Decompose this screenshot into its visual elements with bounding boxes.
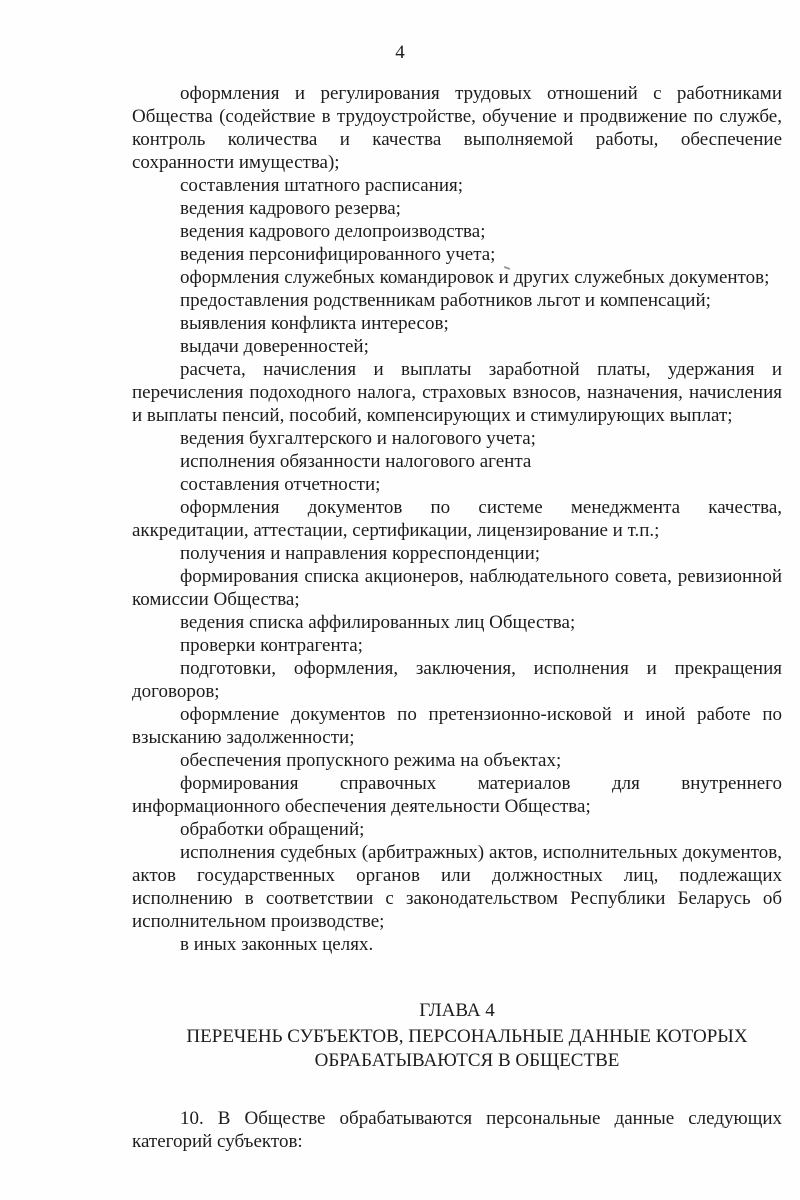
paragraph-correspondence: получения и направления корреспонденции; — [180, 543, 541, 564]
chapter-title-line-1: ПЕРЕЧЕНЬ СУБЪЕКТОВ, ПЕРСОНАЛЬНЫЕ ДАННЫЕ КОТОРЫХ — [186, 1026, 748, 1047]
paragraph-reference-materials: формирования справочных материалов для внутреннего информационного обеспечения деятельности Общества; — [132, 773, 782, 817]
paragraph-affiliated-persons: ведения списка аффилированных лиц Общества; — [180, 612, 576, 633]
chapter-number: ГЛАВА 4 — [419, 1000, 495, 1021]
chapter-title-line-2: ОБРАБАТЫВАЮТСЯ В ОБЩЕСТВЕ — [314, 1050, 620, 1071]
chapter-heading — [132, 999, 782, 1073]
paragraph-quality-management: оформления документов по системе менеджмента качества, аккредитации, аттестации, сертификации, лицензирование и т.п.; — [132, 497, 782, 541]
body-text — [132, 82, 782, 1153]
paragraph-counterparty-check: проверки контрагента; — [180, 635, 363, 656]
paragraph-contracts: подготовки, оформления, заключения, исполнения и прекращения договоров; — [132, 658, 782, 702]
paragraph-accounting: ведения бухгалтерского и налогового учета; — [180, 428, 536, 449]
paragraph-conflict-of-interest: выявления конфликта интересов; — [180, 313, 449, 334]
paragraph-tax-agent: исполнения обязанности налогового агента — [180, 451, 532, 472]
paragraph-personnel-reserve: ведения кадрового резерва; — [180, 198, 401, 219]
paragraph-claims: оформление документов по претензионно-исковой и иной работе по взысканию задолженности; — [132, 704, 782, 748]
paragraph-access-control: обеспечения пропускного режима на объектах; — [180, 750, 562, 771]
paragraph-benefits-to-relatives: предоставления родственникам работников льгот и компенсаций; — [180, 290, 711, 311]
paragraph-powers-of-attorney: выдачи доверенностей; — [180, 336, 369, 357]
paragraph-court-acts: исполнения судебных (арбитражных) актов, исполнительных документов, актов государственных органов или должностных лиц, подлежащих исполнению в соответствии с законодательством Республики Беларусь об исполнительном производстве; — [132, 842, 782, 932]
paragraph-shareholders-list: формирования списка акционеров, наблюдательного совета, ревизионной комиссии Общества; — [132, 566, 782, 610]
paragraph-business-trips: оформления служебных командировок и других служебных документов; — [180, 267, 770, 288]
paragraph-reporting: составления отчетности; — [180, 474, 381, 495]
paragraph-appeals: обработки обращений; — [180, 819, 365, 840]
paragraph-staff-schedule: составления штатного расписания; — [180, 175, 464, 196]
paragraph-other-purposes: в иных законных целях. — [180, 934, 374, 955]
paragraph-hr-records: ведения кадрового делопроизводства; — [180, 221, 486, 242]
page-number: 4 — [395, 42, 405, 63]
paragraph-hr-relations: оформления и регулирования трудовых отношений с работниками Общества (содействие в трудоустройстве, обучение и продвижение по службе, контроль количества и качества выполняемой работы, обеспечение сохранности имущества); — [132, 83, 782, 173]
paragraph-payroll: расчета, начисления и выплаты заработной платы, удержания и перечисления подоходного налога, страховых взносов, назначения, начисления и выплаты пенсий, пособий, компенсирующих и стимулирующих выплат; — [132, 359, 782, 426]
paragraph-personalized-accounting: ведения персонифицированного учета; — [180, 244, 496, 265]
paragraph-section-10: 10. В Обществе обрабатываются персональные данные следующих категорий субъектов: — [132, 1108, 782, 1152]
